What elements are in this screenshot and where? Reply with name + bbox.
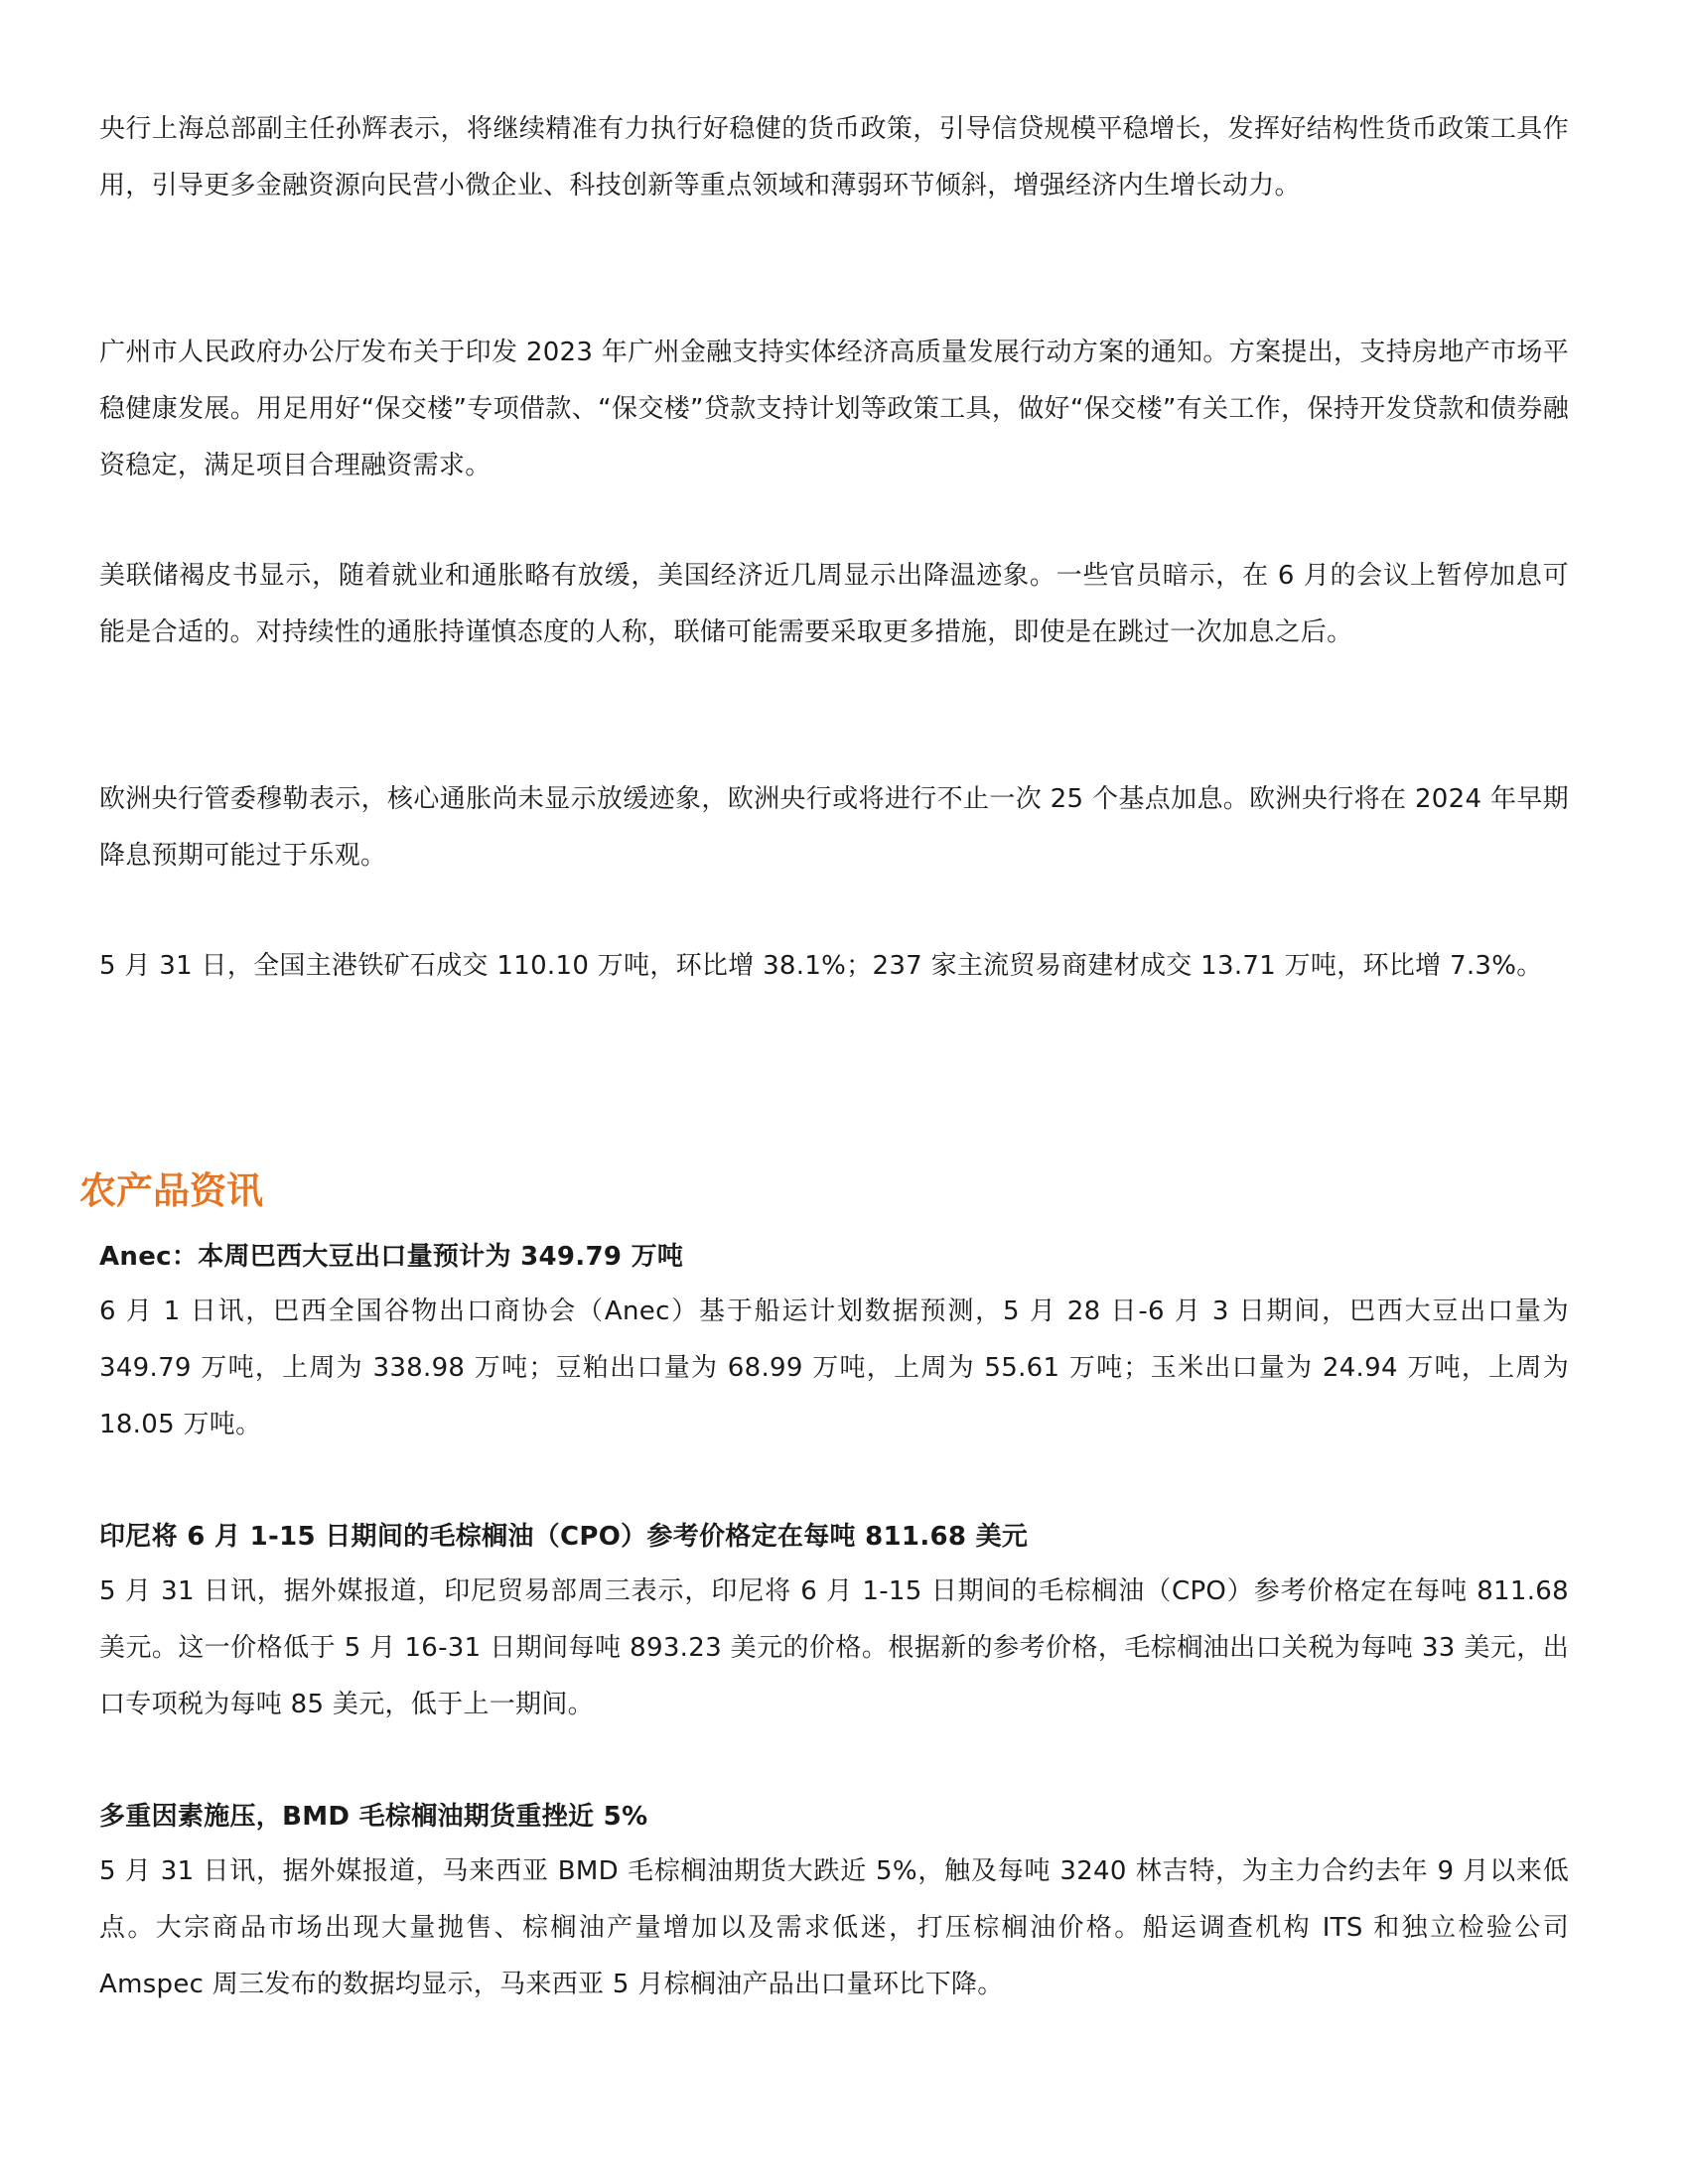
macro-paragraph-ecb-muller: 欧洲央行管委穆勒表示，核心通胀尚未显示放缓迹象，欧洲央行或将进行不止一次 25 个基点加息。欧洲央行将在 2024 年早期降息预期可能过于乐观。 — [99, 784, 1569, 871]
macro-paragraph-iron-ore-trade: 5 月 31 日，全国主港铁矿石成交 110.10 万吨，环比增 38.1%；237 家主流贸易商建材成交 13.71 万吨，环比增 7.3%。 — [99, 951, 1543, 981]
news-body-anec-soybean: 6 月 1 日讯，巴西全国谷物出口商协会（Anec）基于船运计划数据预测，5 月 28 日-6 月 3 日期间，巴西大豆出口量为 349.79 万吨，上周为 338.98 万吨；豆粕出口量为 68.99 万吨，上周为 55.61 万吨；玉米出口量为 24.94 万吨，上周为 18.05 万吨。 — [99, 1297, 1569, 1439]
news-body-bmd-palm-oil: 5 月 31 日讯，据外媒报道，马来西亚 BMD 毛棕榈油期货大跌近 5%，触及每吨 3240 林吉特，为主力合约去年 9 月以来低点。大宗商品市场出现大量抛售、棕榈油产量增加以及需求低迷，打压棕榈油价格。船运调查机构 ITS 和独立检验公司 Amspec 周三发布的数据均显示，马来西亚 5 月棕榈油产品出口量环比下降。 — [99, 1856, 1569, 1999]
macro-paragraph-pboc-shanghai: 央行上海总部副主任孙辉表示，将继续精准有力执行好稳健的货币政策，引导信贷规模平稳增长，发挥好结构性货币政策工具作用，引导更多金融资源向民营小微企业、科技创新等重点领域和薄弱环节倾斜，增强经济内生增长动力。 — [99, 114, 1569, 201]
macro-paragraph-guangzhou-finance: 广州市人民政府办公厅发布关于印发 2023 年广州金融支持实体经济高质量发展行动方案的通知。方案提出，支持房地产市场平稳健康发展。用足用好“保交楼”专项借款、“保交楼”贷款支持计划等政策工具，做好“保交楼”有关工作，保持开发贷款和债券融资稳定，满足项目合理融资需求。 — [99, 338, 1569, 480]
news-body-indonesia-cpo: 5 月 31 日讯，据外媒报道，印尼贸易部周三表示，印尼将 6 月 1-15 日期间的毛棕榈油（CPO）参考价格定在每吨 811.68 美元。这一价格低于 5 月 16-31 日期间每吨 893.23 美元的价格。根据新的参考价格，毛棕榈油出口关税为每吨 33 美元，出口专项税为每吨 85 美元，低于上一期间。 — [99, 1576, 1569, 1719]
news-title-indonesia-cpo: 印尼将 6 月 1-15 日期间的毛棕榈油（CPO）参考价格定在每吨 811.68 美元 — [99, 1522, 1029, 1552]
news-title-bmd-palm-oil: 多重因素施压，BMD 毛棕榈油期货重挫近 5% — [99, 1802, 648, 1832]
section-title-agri-news: 农产品资讯 — [79, 1169, 263, 1212]
macro-paragraph-fed-beige-book: 美联储褐皮书显示，随着就业和通胀略有放缓，美国经济近几周显示出降温迹象。一些官员暗示，在 6 月的会议上暂停加息可能是合适的。对持续性的通胀持谨慎态度的人称，联储可能需要采取更多措施，即使是在跳过一次加息之后。 — [99, 561, 1569, 647]
news-title-anec-soybean: Anec：本周巴西大豆出口量预计为 349.79 万吨 — [99, 1242, 684, 1272]
